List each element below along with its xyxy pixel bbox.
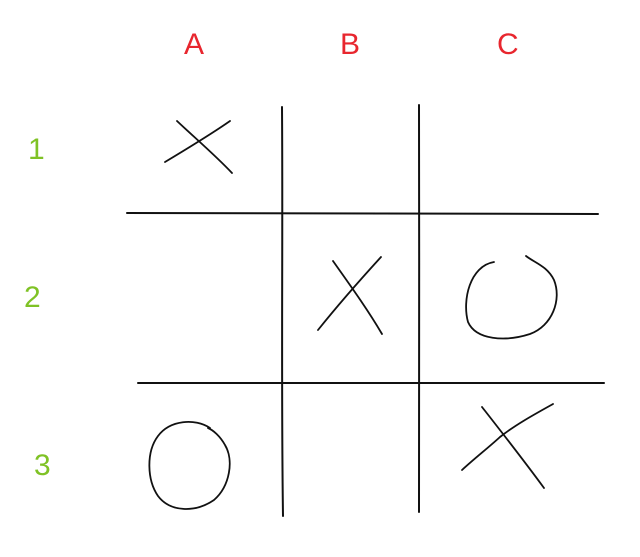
grid-line-horizontal-1 xyxy=(127,213,598,214)
x-stroke xyxy=(333,261,382,334)
x-mark-a1 xyxy=(165,121,232,173)
x-mark-b2 xyxy=(318,257,382,334)
grid-line-vertical-1 xyxy=(282,107,283,516)
grid-lines xyxy=(127,105,604,516)
column-label-b: B xyxy=(340,28,361,61)
column-label-c: C xyxy=(497,28,519,61)
x-stroke xyxy=(482,407,544,488)
grid-line-vertical-2 xyxy=(419,105,420,512)
x-stroke xyxy=(165,121,230,162)
row-label-2: 2 xyxy=(24,281,41,314)
o-mark-c2 xyxy=(466,256,557,338)
x-mark-c3 xyxy=(462,404,553,488)
grid-line-horizontal-2 xyxy=(138,382,604,383)
row-label-3: 3 xyxy=(34,449,51,482)
x-stroke xyxy=(177,121,232,173)
o-stroke xyxy=(149,422,229,509)
x-stroke xyxy=(462,404,553,470)
o-mark-a3 xyxy=(149,422,229,509)
o-stroke xyxy=(466,256,557,338)
x-stroke xyxy=(318,257,381,330)
column-label-a: A xyxy=(184,28,205,61)
row-label-1: 1 xyxy=(28,133,45,166)
